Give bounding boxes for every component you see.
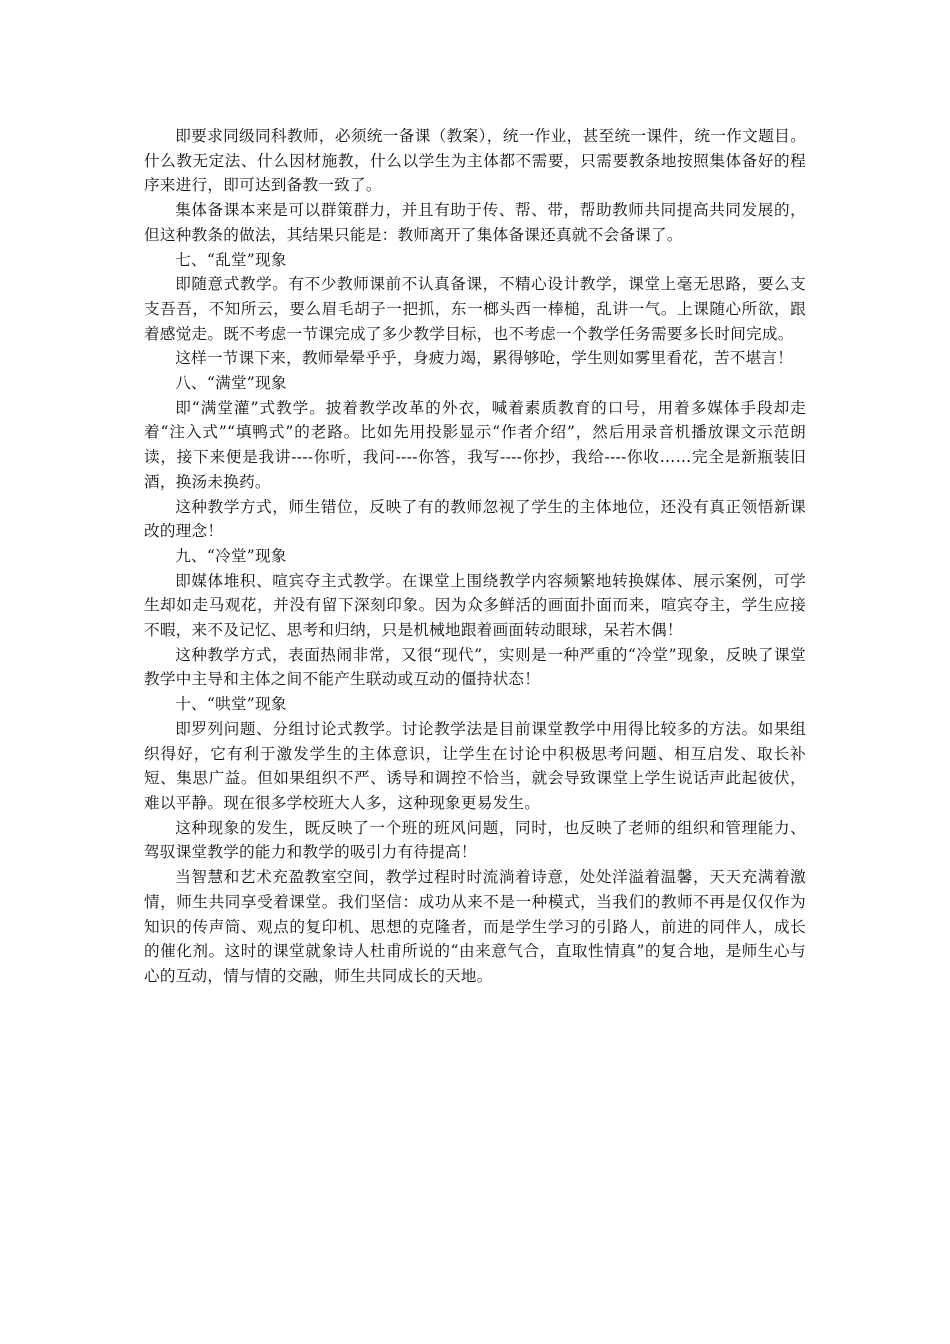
paragraph-collective-prep: 集体备课本来是可以群策群力，并且有助于传、帮、带，帮助教师共同提高共同发展的，但这种教条的做法，其结果只能是：教师离开了集体备课还真就不会备课了。: [144, 201, 806, 244]
paragraph-random-teaching: 即随意式教学。有不少教师课前不认真备课，不精心设计教学，课堂上毫无思路，要么支支吾吾，不知所云，要么眉毛胡子一把抓，东一榔头西一棒槌，乱讲一气。上课随心所欲，跟着感觉走。既不考虑一节课完成了多少教学目标，也不考虑一个教学任务需要多长时间完成。: [144, 275, 806, 343]
paragraph-discussion-result: 这种现象的发生，既反映了一个班的班风问题，同时，也反映了老师的组织和管理能力、驾驭课堂教学的能力和教学的吸引力有待提高！: [144, 818, 806, 862]
section-heading-8: 八、“满堂”现象: [175, 374, 287, 393]
paragraph-media-piling: 即媒体堆积、喧宾夺主式教学。在课堂上围绕教学内容频繁地转换媒体、展示案例，可学生却如走马观花，并没有留下深刻印象。因为众多鲜活的画面扑面而来，喧宾夺主，学生应接不暇，来不及记忆、思考和归纳，只是机械地跟着画面转动眼球，呆若木偶！: [144, 571, 806, 640]
section-heading-10: 十、“哄堂”现象: [175, 695, 287, 714]
paragraph-media-result: 这种教学方式，表面热闹非常，又很“现代”，实则是一种严重的“冷堂”现象，反映了课堂教学中主导和主体之间不能产生联动或互动的僵持状态！: [144, 645, 806, 689]
paragraph-conclusion: 当智慧和艺术充盈教室空间，教学过程时时流淌着诗意，处处洋溢着温馨，天天充满着激情，师生共同享受着课堂。我们坚信：成功从来不是一种模式，当我们的教师不再是仅仅作为知识的传声筒、观点的复印机、思想的克隆者，而是学生学习的引路人，前进的同伴人，成长的催化剂。这时的课堂就象诗人杜甫所说的“由来意气合，直取性情真”的复合地，是师生心与心的互动，情与情的交融，师生共同成长的天地。: [144, 868, 806, 985]
paragraph-discussion: 即罗列问题、分组讨论式教学。讨论教学法是目前课堂教学中用得比较多的方法。如果组织得好，它有利于激发学生的主体意识，让学生在讨论中积极思考问题、相互启发、取长补短、集思广益。但如果组织不严、诱导和调控不恰当，就会导致课堂上学生说话声此起彼伏，难以平静。现在很多学校班大人多，这种现象更易发生。: [144, 719, 806, 812]
paragraph-random-result: 这样一节课下来，教师晕晕乎乎，身疲力竭，累得够呛，学生则如雾里看花，苦不堪言！: [175, 349, 794, 368]
paragraph-unified-lesson-prep: 即要求同级同科教师，必须统一备课（教案），统一作业，甚至统一课件，统一作文题目。什么教无定法、什么因材施教，什么以学生为主体都不需要，只需要教条地按照集体备好的程序来进行，即可达到备教一致了。: [144, 127, 806, 195]
section-heading-9: 九、“冷堂”现象: [175, 546, 287, 565]
section-heading-7: 七、“乱堂”现象: [175, 250, 287, 269]
paragraph-cramming-result: 这种教学方式，师生错位，反映了有的教师忽视了学生的主体地位，还没有真正领悟新课改的理念！: [144, 497, 806, 541]
document-page: [144, 124, 806, 989]
paragraph-cramming: 即“满堂灌”式教学。披着教学改革的外衣，喊着素质教育的口号，用着多媒体手段却走着“注入式”“填鸭式”的老路。比如先用投影显示“作者介绍”，然后用录音机播放课文示范朗读，接下来便是我讲----你听，我问----你答，我写----你抄，我给----你收……完全是新瓶装旧酒，换汤未换药。: [144, 398, 806, 491]
